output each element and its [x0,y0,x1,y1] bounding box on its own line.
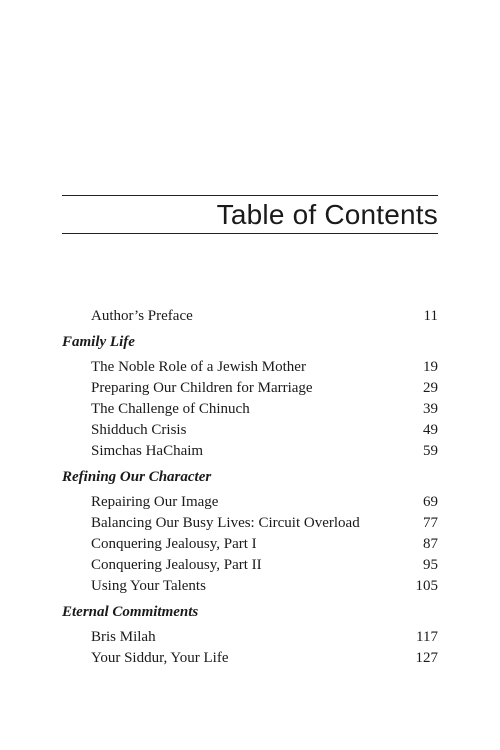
section-heading-family-life: Family Life [62,334,135,350]
toc-entry-label: Preparing Our Children for Marriage [91,380,313,396]
toc-entry-page: 11 [423,308,438,324]
toc-entry-page: 39 [423,401,438,417]
toc-entry [62,576,438,597]
toc-entry [62,513,438,534]
section-heading-refining-our-character: Refining Our Character [62,469,212,485]
toc-entry [62,555,438,576]
toc-entry-page: 127 [415,650,438,666]
page-title: Table of Contents [216,199,438,230]
toc-entry-page: 59 [423,443,438,459]
toc-entry-label: Shidduch Crisis [91,422,187,438]
toc-entry-page: 95 [423,557,438,573]
toc-entry [62,399,438,420]
toc-entry-preface [62,306,438,327]
toc-entry-page: 117 [416,629,438,645]
toc-entry [62,420,438,441]
table-of-contents [62,306,438,669]
toc-entry [62,378,438,399]
toc-entry-label: Repairing Our Image [91,494,219,510]
toc-entry-label: The Noble Role of a Jewish Mother [91,359,306,375]
toc-entry [62,648,438,669]
toc-entry [62,492,438,513]
toc-entry-label: Author’s Preface [91,308,193,324]
toc-entry-label: Conquering Jealousy, Part I [91,536,257,552]
toc-entry-label: Bris Milah [91,629,156,645]
title-bottom-rule [62,233,438,234]
title-top-rule [62,195,438,196]
toc-entry-page: 29 [423,380,438,396]
toc-entry [62,357,438,378]
toc-entry-label: The Challenge of Chinuch [91,401,250,417]
toc-entry-label: Conquering Jealousy, Part II [91,557,262,573]
toc-entry-label: Balancing Our Busy Lives: Circuit Overload [91,515,360,531]
toc-entry [62,534,438,555]
toc-entry-label: Using Your Talents [91,578,206,594]
toc-entry [62,627,438,648]
toc-entry [62,441,438,462]
toc-entry-page: 105 [415,578,438,594]
toc-entry-page: 19 [423,359,438,375]
toc-entry-page: 87 [423,536,438,552]
toc-entry-label: Your Siddur, Your Life [91,650,229,666]
toc-entry-label: Simchas HaChaim [91,443,204,459]
section-heading-eternal-commitments: Eternal Commitments [62,604,199,620]
toc-entry-page: 69 [423,494,438,510]
toc-entry-page: 49 [423,422,438,438]
toc-entry-page: 77 [423,515,438,531]
